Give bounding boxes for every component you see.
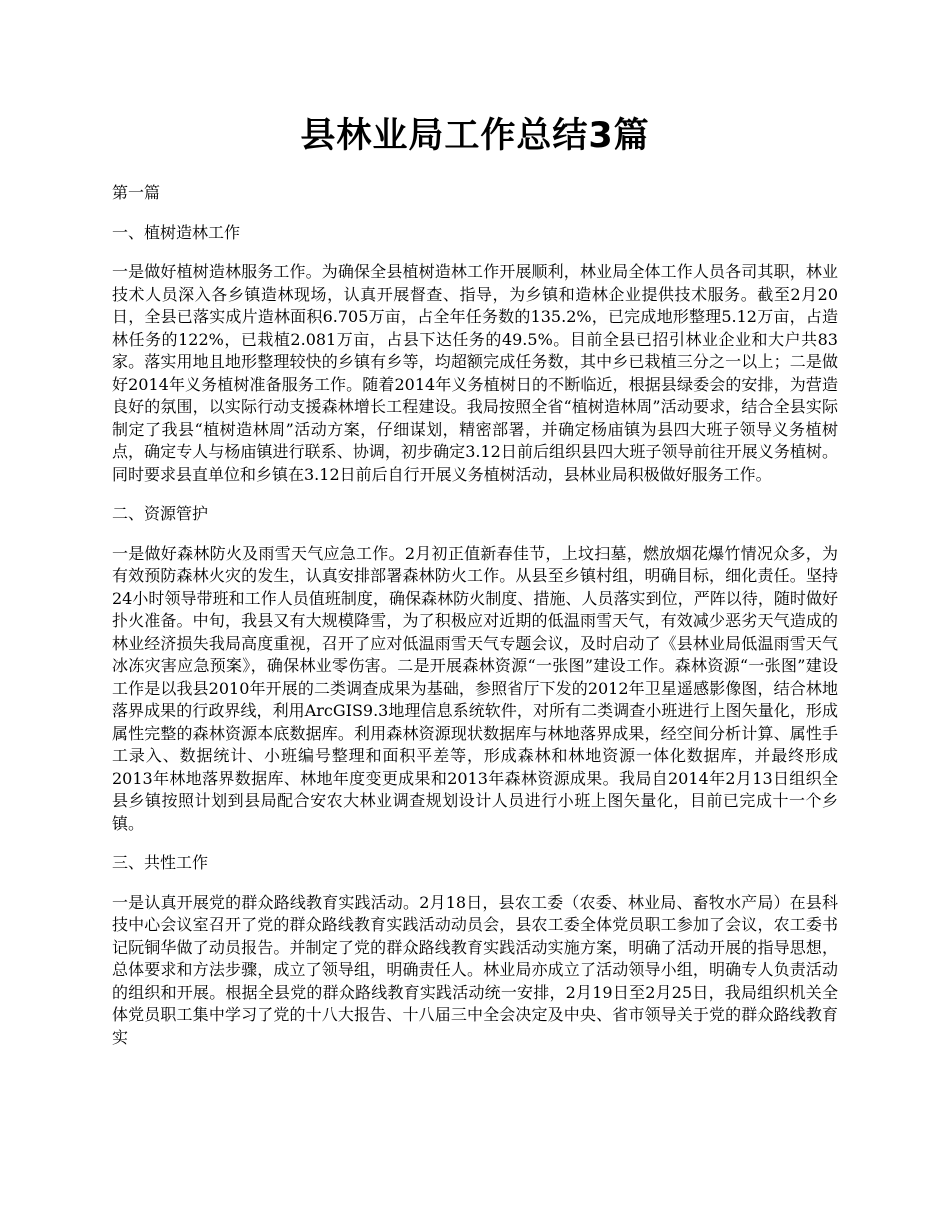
section-paragraph-1: 一是做好植树造林服务工作。为确保全县植树造林工作开展顺利，林业局全体工作人员各司其职，林业技术人员深入各乡镇造林现场，认真开展督查、指导，为乡镇和造林企业提供技术服务。截至2月20日，全县已落实成片造林面积6.705万亩，占全年任务数的135.2%，已完成地形整理5.12万亩，占造林任务的122%，已栽植2.081万亩，占县下达任务的49.5%。目前全县已招引林业企业和大户共83家。落实用地且地形整理较快的乡镇有乡等，均超额完成任务数，其中乡已栽植三分之一以上；二是做好2014年义务植树准备服务工作。随着2014年义务植树日的不断临近，根据县绿委会的安排，为营造良好的氛围，以实际行动支援森林增长工程建设。我局按照全省“植树造林周”活动要求，结合全县实际制定了我县“植树造林周”活动方案，仔细谋划，精密部署，并确定杨庙镇为县四大班子领导义务植树点，确定专人与杨庙镇进行联系、协调，初步确定3.12日前后组织县四大班子领导前往开展义务植树。同时要求县直单位和乡镇在3.12日前后自行开展义务植树活动，县林业局积极做好服务工作。 — [112, 262, 838, 484]
section-heading-1: 一、植树造林工作 — [112, 222, 241, 242]
section-heading-2: 二、资源管护 — [112, 504, 209, 523]
section-paragraph-2: 一是做好森林防火及雨雪天气应急工作。2月初正值新春佳节，上坟扫墓，燃放烟花爆竹情况众多，为有效预防森林火灾的发生，认真安排部署森林防火工作。从县至乡镇村组，明确目标，细化责任。坚持24小时领导带班和工作人员值班制度，确保森林防火制度、措施、人员落实到位，严阵以待，随时做好扑火准备。中旬，我县又有大规模降雪，为了积极应对近期的低温雨雪天气，有效减少恶劣天气造成的林业经济损失我局高度重视，召开了应对低温雨雪天气专题会议，及时启动了《县林业局低温雨雪天气冰冻灾害应急预案》，确保林业零伤害。二是开展森林资源“一张图”建设工作。森林资源“一张图”建设工作是以我县2010年开展的二类调查成果为基础，参照省厅下发的2012年卫星遥感影像图，结合林地落界成果的行政界线，利用ArcGIS9.3地理信息系统软件，对所有二类调查小班进行上图矢量化，形成属性完整的森林资源本底数据库。利用森林资源现状数据库与林地落界成果，经空间分析计算、属性手工录入、数据统计、小班编号整理和面积平差等，形成森林和林地资源一体化数据库，并最终形成2013年林地落界数据库、林地年度变更成果和2013年森林资源成果。我局自2014年2月13日组织全县乡镇按照计划到县局配合安农大林业调查规划设计人员进行小班上图矢量化，目前已完成十一个乡镇。 — [112, 543, 838, 833]
document-title: 县林业局工作总结3篇 — [300, 116, 650, 156]
section-paragraph-3: 一是认真开展党的群众路线教育实践活动。2月18日，县农工委（农委、林业局、畜牧水产局）在县科技中心会议室召开了党的群众路线教育实践活动动员会，县农工委全体党员职工参加了会议，农工委书记阮铜华做了动员报告。并制定了党的群众路线教育实践活动实施方案，明确了活动开展的指导思想，总体要求和方法步骤，成立了领导组，明确责任人。林业局亦成立了活动领导小组，明确专人负责活动的组织和开展。根据全县党的群众路线教育实践活动统一安排，2月19日至2月25日，我局组织机关全体党员职工集中学习了党的十八大报告、十八届三中全会决定及中央、省市领导关于党的群众路线教育实 — [112, 892, 838, 1047]
document-body — [112, 182, 838, 1066]
part-label: 第一篇 — [112, 183, 161, 202]
section-heading-3: 三、共性工作 — [112, 853, 209, 872]
